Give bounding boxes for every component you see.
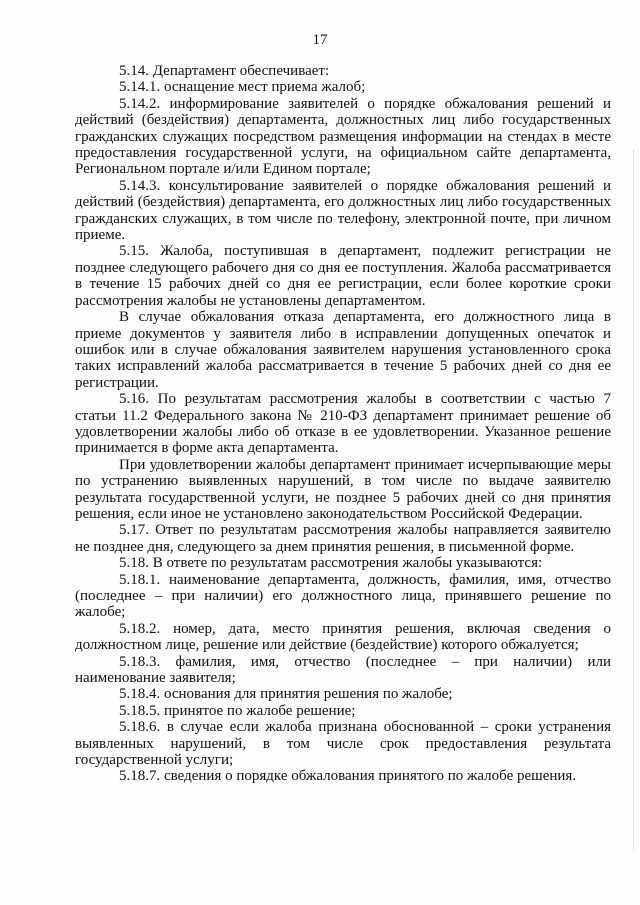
paragraph-5-16: 5.16. По результатам рассмотрения жалобы в соответствии с частью 7 статьи 11.2 Федерального закона № 210-ФЗ департамент принимает решение об удовлетворении жалобы либо об отказе в ее удовлетворении. Указанное решение принимается в форме акта департамента. bbox=[75, 391, 611, 457]
page-number: 17 bbox=[312, 32, 328, 48]
paragraph-5-15-refusal: В случае обжалования отказа департамента, его должностного лица в приеме документов у заявителя либо в исправлении допущенных опечаток и ошибок или в случае обжалования заявителем нарушения установленного срока таких исправлений жалоба рассматривается в течение 5 рабочих дней со дня ее регистрации. bbox=[75, 309, 611, 391]
paragraph-5-18-6: 5.18.6. в случае если жалоба признана обоснованной – сроки устранения выявленных нарушений, в том числе срок предоставления результата государственной услуги; bbox=[75, 719, 611, 769]
scan-edge-mark bbox=[632, 150, 634, 850]
paragraph-5-14-3: 5.14.3. консультирование заявителей о порядке обжалования решений и действий (бездействия) департамента, его должностных лиц либо государственных гражданских служащих, в том числе по телефону, электронной почте, при личном приеме. bbox=[75, 177, 611, 244]
paragraph-5-18-5: 5.18.5. принятое по жалобе решение; bbox=[119, 702, 356, 719]
paragraph-5-18: 5.18. В ответе по результатам рассмотрения жалобы указываются: bbox=[119, 555, 543, 572]
paragraph-5-18-4: 5.18.4. основания для принятия решения по жалобе; bbox=[119, 686, 453, 703]
paragraph-5-14: 5.14. Департамент обеспечивает: bbox=[119, 63, 330, 79]
paragraph-5-18-1: 5.18.1. наименование департамента, должность, фамилия, имя, отчество (последнее – при наличии) его должностного лица, принявшего решение по жалобе; bbox=[75, 571, 611, 621]
paragraph-5-14-1: 5.14.1. оснащение мест приема жалоб; bbox=[119, 79, 366, 96]
paragraph-5-14-2: 5.14.2. информирование заявителей о порядке обжалования решений и действий (бездействия) департамента, должностных лиц либо государственных гражданских служащих посредством размещения информации на стендах в месте предоставления государственной услуги, на официальном сайте департамента, Региональном портале и/или Едином портале; bbox=[75, 95, 611, 178]
document-body bbox=[75, 63, 611, 785]
paragraph-5-18-7: 5.18.7. сведения о порядке обжалования принятого по жалобе решения. bbox=[119, 768, 577, 785]
paragraph-5-16-satisfaction: При удовлетворении жалобы департамент принимает исчерпывающие меры по устранению выявленных нарушений, в том числе по выдаче заявителю результата государственной услуги, не позднее 5 рабочих дней со дня принятия решения, если иное не установлено законодательством Российской Федерации. bbox=[75, 456, 611, 522]
paragraph-5-18-2: 5.18.2. номер, дата, место принятия решения, включая сведения о должностном лице, решение или действие (бездействие) которого обжалуется; bbox=[75, 620, 611, 654]
paragraph-5-18-3: 5.18.3. фамилия, имя, отчество (последнее – при наличии) или наименование заявителя; bbox=[75, 653, 611, 687]
paragraph-5-17: 5.17. Ответ по результатам рассмотрения жалобы направляется заявителю не позднее дня, следующего за днем принятия решения, в письменной форме. bbox=[75, 522, 611, 555]
paragraph-5-15: 5.15. Жалоба, поступившая в департамент, подлежит регистрации не позднее следующего рабочего дня со дня ее поступления. Жалоба рассматривается в течение 15 рабочих дней со дня ее регистрации, если более короткие сроки рассмотрения жалобы не установлены департаментом. bbox=[75, 243, 611, 309]
